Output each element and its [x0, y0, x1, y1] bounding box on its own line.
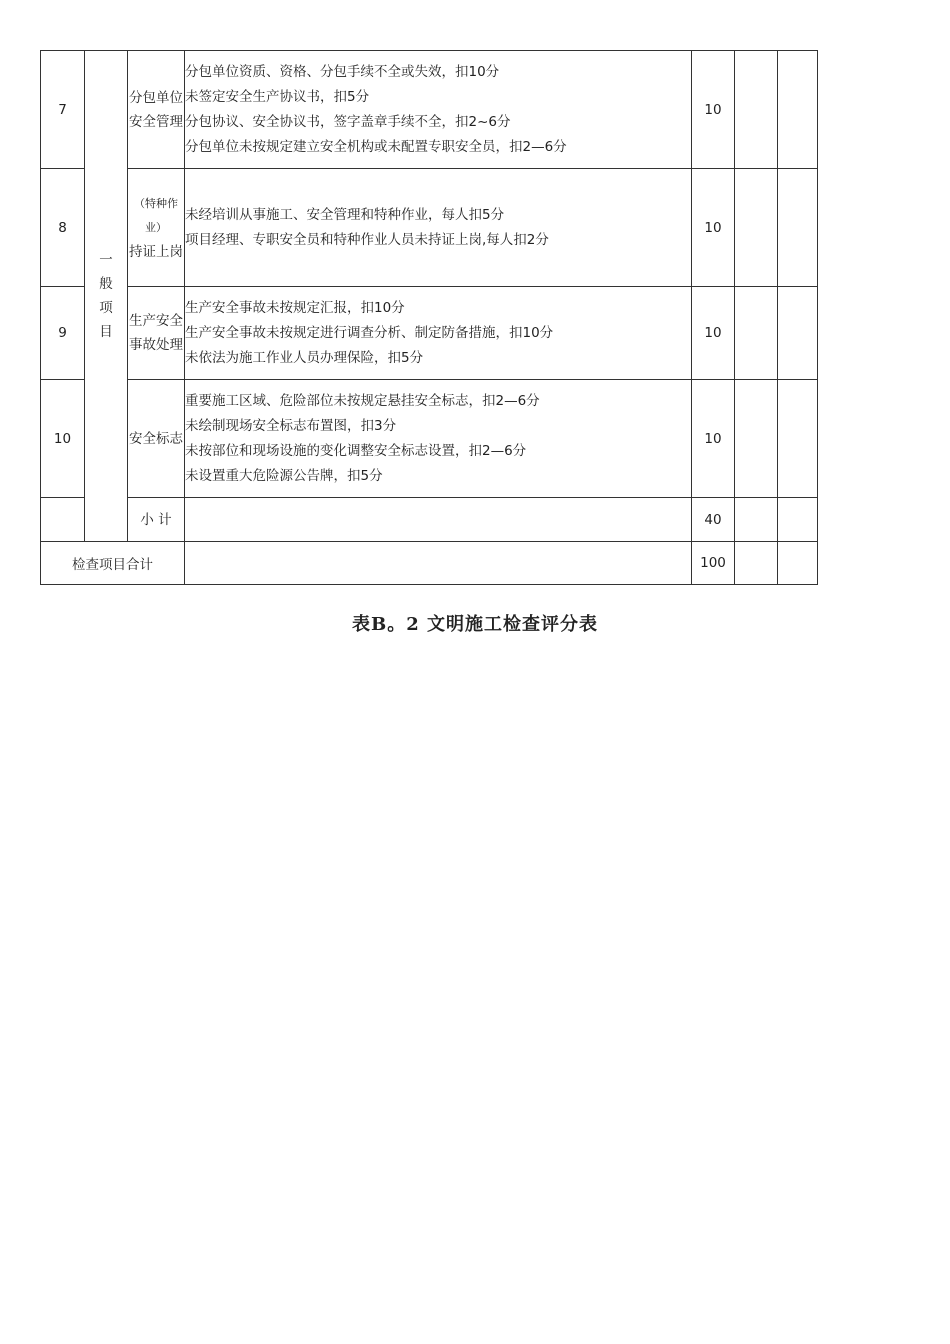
row-number: 7 [41, 51, 85, 169]
full-score: 10 [692, 169, 735, 287]
deduction-criteria: 生产安全事故未按规定汇报，扣10分 生产安全事故未按规定进行调查分析、制定防备措施，扣10分 未依法为施工作业人员办理保险，扣5分 [185, 287, 692, 380]
row-number: 10 [41, 380, 85, 498]
check-item [128, 169, 185, 287]
deducted-score-cell [735, 498, 778, 542]
total-label: 检查项目合计 [41, 542, 185, 585]
check-item-prefix: （特种作业） [134, 196, 178, 234]
table-row [41, 51, 818, 169]
total-row [41, 542, 818, 585]
inspection-score-table [40, 50, 818, 585]
deducted-score-cell [735, 287, 778, 380]
full-score: 10 [692, 287, 735, 380]
actual-score-cell [778, 380, 818, 498]
deduction-criteria: 分包单位资质、资格、分包手续不全或失效，扣10分 未签定安全生产协议书，扣5分 分包协议、安全协议书，签字盖章手续不全，扣2~6分 分包单位未按规定建立安全机构或未配置专职安全员，扣2—6分 [185, 51, 692, 169]
table-row [41, 380, 818, 498]
actual-score-cell [778, 542, 818, 585]
deducted-score-cell [735, 51, 778, 169]
deduction-criteria: 未经培训从事施工、安全管理和特种作业，每人扣5分 项目经理、专职安全员和特种作业人员未持证上岗,每人扣2分 [185, 169, 692, 287]
total-criteria-empty [185, 542, 692, 585]
subtotal-criteria-empty [185, 498, 692, 542]
actual-score-cell [778, 498, 818, 542]
deduction-criteria: 重要施工区域、危险部位未按规定悬挂安全标志，扣2—6分 未绘制现场安全标志布置图，扣3分 未按部位和现场设施的变化调整安全标志设置，扣2—6分 未设置重大危险源公告牌，扣5分 [185, 380, 692, 498]
table-row [41, 287, 818, 380]
check-item-label: 持证上岗 [129, 243, 183, 260]
deducted-score-cell [735, 169, 778, 287]
full-score: 10 [692, 51, 735, 169]
row-number: 8 [41, 169, 85, 287]
full-score: 10 [692, 380, 735, 498]
table-caption: 表B。2 文明施工检查评分表 [351, 614, 598, 635]
table-row [41, 169, 818, 287]
deducted-score-cell [735, 380, 778, 498]
total-score: 100 [692, 542, 735, 585]
actual-score-cell [778, 169, 818, 287]
check-item: 生产安全事故处理 [128, 287, 185, 380]
deducted-score-cell [735, 542, 778, 585]
subtotal-score: 40 [692, 498, 735, 542]
subtotal-row [41, 498, 818, 542]
actual-score-cell [778, 287, 818, 380]
check-item: 安全标志 [128, 380, 185, 498]
row-number-empty [41, 498, 85, 542]
group-label-general-items: 一般项目 [85, 51, 128, 542]
subtotal-label: 小 计 [128, 498, 185, 542]
check-item: 分包单位安全管理 [128, 51, 185, 169]
row-number: 9 [41, 287, 85, 380]
actual-score-cell [778, 51, 818, 169]
